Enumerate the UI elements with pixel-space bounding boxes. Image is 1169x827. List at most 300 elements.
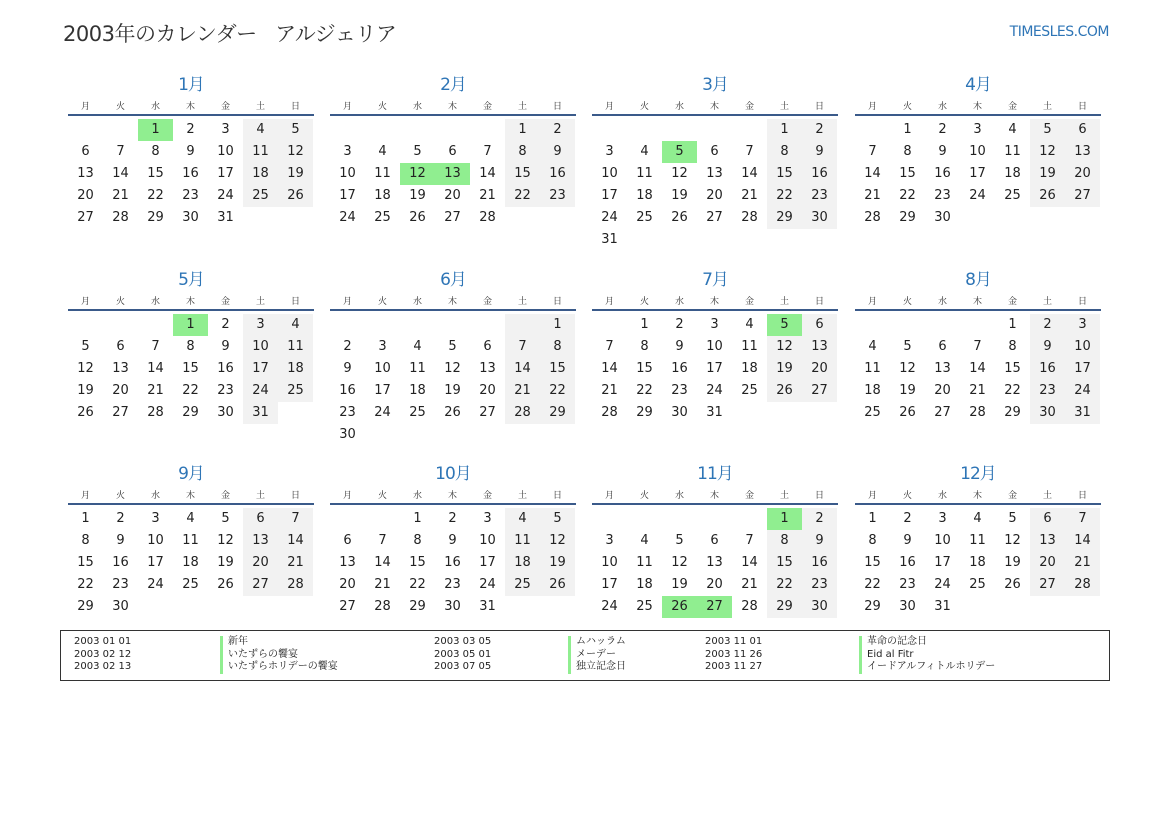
day-cell: 7 [745, 144, 754, 159]
day-cell: 22 [505, 185, 540, 207]
empty-cell [68, 119, 103, 141]
holiday-day: 13 [435, 163, 470, 185]
day-cell: 9 [802, 141, 837, 163]
day-cell: 15 [767, 552, 802, 574]
weekday-label: 日 [814, 296, 824, 307]
holiday-date: 2003 11 27 [705, 661, 763, 672]
day-cell: 9 [1030, 336, 1065, 358]
day-cell: 11 [636, 555, 653, 570]
day-cell: 24 [217, 188, 234, 203]
empty-cell [890, 314, 925, 336]
day-cell: 15 [1004, 361, 1021, 376]
day-cell: 20 [112, 383, 129, 398]
day-cell: 11 [864, 361, 881, 376]
day-cell: 1 [868, 511, 877, 526]
day-cell: 20 [243, 552, 278, 574]
day-cell: 3 [710, 317, 719, 332]
month-name: 1月 [178, 75, 204, 95]
day-cell: 11 [182, 533, 199, 548]
day-cell: 20 [444, 188, 461, 203]
weekday-label: 土 [779, 490, 789, 501]
day-cell: 2 [221, 317, 230, 332]
day-cell: 16 [112, 555, 129, 570]
weekday-label: 水 [674, 296, 684, 307]
day-cell: 8 [186, 339, 195, 354]
day-cell: 7 [605, 339, 614, 354]
day-cell: 13 [706, 166, 723, 181]
day-cell: 8 [151, 144, 160, 159]
day-cell: 8 [413, 533, 422, 548]
day-cell: 30 [1030, 402, 1065, 424]
day-cell: 21 [601, 383, 618, 398]
day-cell: 29 [409, 599, 426, 614]
day-cell: 27 [479, 405, 496, 420]
day-cell: 1 [81, 511, 90, 526]
holiday-day: 26 [662, 596, 697, 618]
day-cell: 4 [1008, 122, 1017, 137]
weekday-label: 月 [867, 296, 877, 307]
empty-cell [505, 314, 540, 336]
month-block [592, 269, 838, 424]
month-block [68, 74, 314, 229]
day-cell: 22 [899, 188, 916, 203]
day-cell: 7 [505, 336, 540, 358]
day-cell: 4 [640, 144, 649, 159]
day-cell: 6 [483, 339, 492, 354]
day-cell: 24 [243, 380, 278, 402]
day-cell: 4 [378, 144, 387, 159]
holiday-day: 1 [173, 314, 208, 336]
site-link[interactable]: TIMESLES.COM [1009, 24, 1109, 40]
weekday-label: 木 [972, 101, 982, 112]
weekday-label: 水 [150, 490, 160, 501]
weekday-label: 水 [412, 490, 422, 501]
day-cell: 2 [116, 511, 125, 526]
weekday-label: 水 [412, 101, 422, 112]
day-cell: 12 [671, 555, 688, 570]
day-cell: 14 [741, 555, 758, 570]
day-cell: 27 [706, 210, 723, 225]
day-cell: 16 [802, 163, 837, 185]
day-cell: 22 [636, 383, 653, 398]
day-cell: 20 [479, 383, 496, 398]
weekday-label: 火 [902, 490, 912, 501]
day-cell: 8 [1008, 339, 1017, 354]
weekday-label: 水 [412, 296, 422, 307]
day-cell: 18 [969, 555, 986, 570]
day-cell: 25 [374, 210, 391, 225]
day-cell: 2 [1030, 314, 1065, 336]
day-cell: 2 [903, 511, 912, 526]
day-cell: 26 [278, 185, 313, 207]
weekday-label: 金 [744, 490, 754, 501]
day-cell: 20 [934, 383, 951, 398]
weekday-label: 金 [220, 101, 230, 112]
day-cell: 8 [767, 141, 802, 163]
weekday-label: 木 [447, 296, 457, 307]
day-cell: 18 [182, 555, 199, 570]
empty-cell [400, 314, 435, 336]
day-cell: 18 [864, 383, 881, 398]
day-cell: 19 [671, 577, 688, 592]
day-cell: 22 [767, 185, 802, 207]
day-cell: 12 [540, 530, 575, 552]
day-cell: 17 [479, 555, 496, 570]
day-cell: 17 [147, 555, 164, 570]
day-cell: 24 [1065, 380, 1100, 402]
weekday-label: 水 [150, 101, 160, 112]
day-cell: 28 [505, 402, 540, 424]
day-cell: 30 [899, 599, 916, 614]
day-cell: 21 [147, 383, 164, 398]
day-cell: 11 [374, 166, 391, 181]
days-grid [68, 508, 314, 618]
days-grid [855, 314, 1101, 424]
weekday-label: 水 [674, 490, 684, 501]
empty-cell [365, 508, 400, 530]
day-cell: 12 [217, 533, 234, 548]
day-cell: 19 [540, 552, 575, 574]
day-cell: 6 [938, 339, 947, 354]
day-cell: 22 [409, 577, 426, 592]
day-cell: 22 [540, 380, 575, 402]
day-cell: 28 [278, 574, 313, 596]
weekday-label: 木 [185, 296, 195, 307]
empty-cell [365, 119, 400, 141]
day-cell: 22 [147, 188, 164, 203]
day-cell: 29 [540, 402, 575, 424]
day-cell: 21 [374, 577, 391, 592]
day-cell: 14 [112, 166, 129, 181]
month-block [855, 74, 1101, 229]
day-cell: 27 [444, 210, 461, 225]
empty-cell [400, 119, 435, 141]
weekday-label: 木 [709, 296, 719, 307]
day-cell: 6 [81, 144, 90, 159]
day-cell: 3 [605, 533, 614, 548]
day-cell: 21 [505, 380, 540, 402]
weekday-label: 木 [972, 490, 982, 501]
weekday-label: 日 [552, 101, 562, 112]
empty-cell [138, 314, 173, 336]
holiday-date: 2003 11 01 [705, 636, 763, 647]
day-cell: 9 [675, 339, 684, 354]
empty-cell [697, 119, 732, 141]
day-cell: 29 [636, 405, 653, 420]
day-cell: 9 [116, 533, 125, 548]
day-cell: 13 [706, 555, 723, 570]
day-cell: 27 [77, 210, 94, 225]
day-cell: 12 [671, 166, 688, 181]
weekday-label: 日 [290, 490, 300, 501]
day-cell: 28 [1065, 574, 1100, 596]
holiday-day: 5 [767, 314, 802, 336]
holiday-day: 1 [767, 508, 802, 530]
day-cell: 9 [938, 144, 947, 159]
day-cell: 27 [934, 405, 951, 420]
day-cell: 29 [899, 210, 916, 225]
day-cell: 9 [221, 339, 230, 354]
month-block [330, 463, 576, 618]
holiday-day: 5 [662, 141, 697, 163]
days-grid [592, 508, 838, 618]
day-cell: 6 [243, 508, 278, 530]
day-cell: 19 [217, 555, 234, 570]
day-cell: 26 [540, 574, 575, 596]
day-cell: 17 [601, 188, 618, 203]
day-cell: 5 [1008, 511, 1017, 526]
day-cell: 15 [182, 361, 199, 376]
day-cell: 23 [802, 574, 837, 596]
holiday-date: 2003 11 26 [705, 648, 763, 660]
day-cell: 19 [899, 383, 916, 398]
day-cell: 3 [243, 314, 278, 336]
weekday-label: 火 [639, 490, 649, 501]
day-cell: 8 [540, 336, 575, 358]
day-cell: 10 [934, 533, 951, 548]
empty-cell [855, 119, 890, 141]
day-cell: 19 [77, 383, 94, 398]
day-cell: 25 [409, 405, 426, 420]
day-cell: 1 [1008, 317, 1017, 332]
day-cell: 16 [934, 166, 951, 181]
day-cell: 20 [706, 188, 723, 203]
empty-cell [435, 119, 470, 141]
day-cell: 25 [636, 210, 653, 225]
empty-cell [103, 314, 138, 336]
holiday-date: 2003 02 12 [74, 648, 132, 660]
holiday-day: 27 [697, 596, 732, 618]
day-cell: 16 [182, 166, 199, 181]
day-cell: 10 [147, 533, 164, 548]
day-cell: 5 [278, 119, 313, 141]
weekday-label: 土 [1042, 101, 1052, 112]
weekday-label: 水 [937, 490, 947, 501]
day-cell: 12 [1004, 533, 1021, 548]
day-cell: 30 [339, 427, 356, 442]
weekday-label: 月 [342, 490, 352, 501]
weekday-header [330, 96, 576, 116]
holiday-day: 12 [400, 163, 435, 185]
day-cell: 24 [934, 577, 951, 592]
day-cell: 5 [448, 339, 457, 354]
day-cell: 18 [243, 163, 278, 185]
weekday-header [68, 485, 314, 505]
month-block [68, 269, 314, 424]
weekday-label: 木 [185, 490, 195, 501]
empty-cell [732, 119, 767, 141]
weekday-label: 火 [115, 101, 125, 112]
day-cell: 19 [767, 358, 802, 380]
month-block [330, 74, 576, 229]
day-cell: 13 [339, 555, 356, 570]
day-cell: 9 [540, 141, 575, 163]
day-cell: 2 [343, 339, 352, 354]
day-cell: 4 [243, 119, 278, 141]
weekday-header [855, 291, 1101, 311]
day-cell: 6 [1065, 119, 1100, 141]
day-cell: 26 [1030, 185, 1065, 207]
day-cell: 28 [147, 405, 164, 420]
day-cell: 26 [1004, 577, 1021, 592]
weekday-label: 土 [255, 490, 265, 501]
day-cell: 23 [671, 383, 688, 398]
day-cell: 8 [640, 339, 649, 354]
day-cell: 16 [540, 163, 575, 185]
days-grid [855, 508, 1101, 618]
day-cell: 2 [448, 511, 457, 526]
day-cell: 20 [339, 577, 356, 592]
weekday-label: 日 [1077, 490, 1087, 501]
day-cell: 23 [802, 185, 837, 207]
weekday-label: 金 [744, 296, 754, 307]
weekday-label: 木 [709, 101, 719, 112]
day-cell: 1 [505, 119, 540, 141]
weekday-label: 火 [639, 101, 649, 112]
weekday-label: 月 [604, 296, 614, 307]
weekday-label: 水 [150, 296, 160, 307]
day-cell: 30 [671, 405, 688, 420]
month-name: 4月 [965, 75, 991, 95]
day-cell: 8 [767, 530, 802, 552]
day-cell: 9 [343, 361, 352, 376]
day-cell: 7 [868, 144, 877, 159]
weekday-label: 火 [639, 296, 649, 307]
weekday-label: 金 [744, 101, 754, 112]
day-cell: 14 [1065, 530, 1100, 552]
day-cell: 20 [1065, 163, 1100, 185]
day-cell: 21 [1065, 552, 1100, 574]
weekday-label: 火 [377, 490, 387, 501]
day-cell: 7 [973, 339, 982, 354]
day-cell: 10 [969, 144, 986, 159]
weekday-label: 月 [867, 101, 877, 112]
holiday-name: ムハッラム [568, 636, 626, 649]
holiday-name: いたずらの饗宴 [220, 649, 298, 662]
day-cell: 11 [969, 533, 986, 548]
day-cell: 30 [802, 596, 837, 618]
holiday-name: 独立記念日 [568, 661, 626, 674]
day-cell: 7 [151, 339, 160, 354]
day-cell: 7 [745, 533, 754, 548]
day-cell: 17 [217, 166, 234, 181]
day-cell: 30 [182, 210, 199, 225]
weekday-label: 日 [814, 490, 824, 501]
day-cell: 20 [1030, 552, 1065, 574]
weekday-label: 火 [115, 490, 125, 501]
day-cell: 21 [741, 188, 758, 203]
day-cell: 3 [938, 511, 947, 526]
weekday-label: 木 [447, 101, 457, 112]
weekday-label: 火 [377, 101, 387, 112]
days-grid [330, 119, 576, 229]
day-cell: 2 [186, 122, 195, 137]
day-cell: 30 [802, 207, 837, 229]
day-cell: 13 [1065, 141, 1100, 163]
month-block [592, 74, 838, 251]
day-cell: 25 [1004, 188, 1021, 203]
day-cell: 4 [413, 339, 422, 354]
day-cell: 14 [278, 530, 313, 552]
day-cell: 28 [969, 405, 986, 420]
weekday-label: 水 [937, 296, 947, 307]
day-cell: 3 [605, 144, 614, 159]
day-cell: 3 [973, 122, 982, 137]
month-block [855, 463, 1101, 618]
day-cell: 28 [864, 210, 881, 225]
day-cell: 23 [899, 577, 916, 592]
day-cell: 12 [1030, 141, 1065, 163]
weekday-label: 金 [1007, 490, 1017, 501]
weekday-label: 月 [604, 490, 614, 501]
holiday-legend [60, 630, 1110, 681]
day-cell: 18 [741, 361, 758, 376]
weekday-label: 金 [1007, 101, 1017, 112]
day-cell: 5 [903, 339, 912, 354]
weekday-header [592, 291, 838, 311]
days-grid [68, 119, 314, 229]
month-name: 2月 [440, 75, 466, 95]
weekday-label: 月 [867, 490, 877, 501]
day-cell: 4 [745, 317, 754, 332]
day-cell: 28 [741, 210, 758, 225]
day-cell: 18 [636, 188, 653, 203]
day-cell: 31 [1065, 402, 1100, 424]
day-cell: 15 [77, 555, 94, 570]
day-cell: 4 [973, 511, 982, 526]
day-cell: 30 [217, 405, 234, 420]
weekday-header [855, 96, 1101, 116]
holiday-date: 2003 03 05 [434, 636, 492, 647]
weekday-label: 土 [517, 101, 527, 112]
day-cell: 25 [864, 405, 881, 420]
weekday-label: 火 [902, 101, 912, 112]
day-cell: 4 [505, 508, 540, 530]
day-cell: 16 [444, 555, 461, 570]
month-name: 11月 [697, 464, 733, 484]
day-cell: 5 [540, 508, 575, 530]
day-cell: 25 [243, 185, 278, 207]
day-cell: 8 [903, 144, 912, 159]
day-cell: 7 [278, 508, 313, 530]
day-cell: 20 [706, 577, 723, 592]
day-cell: 27 [802, 380, 837, 402]
day-cell: 25 [278, 380, 313, 402]
day-cell: 29 [182, 405, 199, 420]
day-cell: 19 [409, 188, 426, 203]
weekday-label: 日 [552, 490, 562, 501]
empty-cell [627, 508, 662, 530]
weekday-label: 土 [255, 296, 265, 307]
day-cell: 10 [479, 533, 496, 548]
day-cell: 28 [601, 405, 618, 420]
day-cell: 17 [601, 577, 618, 592]
day-cell: 10 [601, 555, 618, 570]
day-cell: 5 [675, 533, 684, 548]
weekday-label: 木 [972, 296, 982, 307]
weekday-label: 土 [517, 296, 527, 307]
day-cell: 26 [217, 577, 234, 592]
weekday-header [68, 96, 314, 116]
holiday-day: 1 [138, 119, 173, 141]
days-grid [592, 314, 838, 424]
empty-cell [470, 314, 505, 336]
day-cell: 15 [505, 163, 540, 185]
day-cell: 25 [741, 383, 758, 398]
empty-cell [365, 314, 400, 336]
day-cell: 23 [112, 577, 129, 592]
weekday-label: 金 [482, 296, 492, 307]
